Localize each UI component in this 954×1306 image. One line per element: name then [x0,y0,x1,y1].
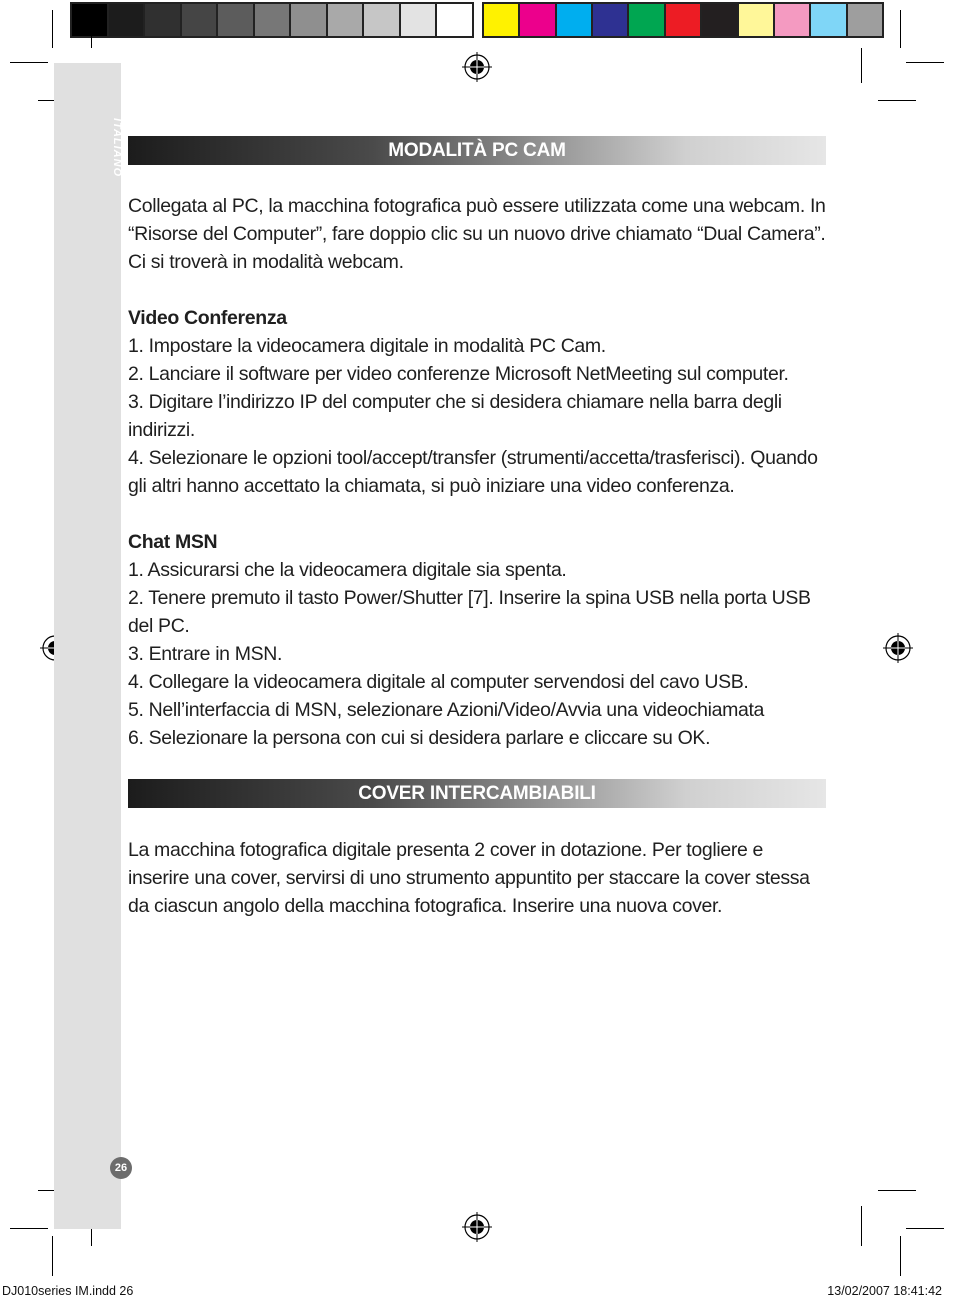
covers-content [128,836,828,920]
color-swatch [666,4,700,36]
color-calibration-bar [482,2,884,38]
pc-cam-content [128,192,828,752]
crop-mark [861,1206,862,1246]
list-item: 6. Selezionare la persona con cui si desidera parlare e cliccare su OK. [128,727,711,749]
crop-mark [52,10,53,48]
color-swatch [629,4,663,36]
list-item: 5. Nell’interfaccia di MSN, selezionare Azioni/Video/Avvia una videochiamata [128,699,765,721]
crop-mark [878,1190,916,1191]
msn-chat-heading: Chat MSN [128,531,218,553]
color-swatch [520,4,554,36]
list-item: 4. Collegare la videocamera digitale al computer servendosi del cavo USB. [128,671,749,693]
grayscale-calibration-bar [70,2,474,38]
color-swatch [557,4,591,36]
language-label: ITALIANO [111,118,123,178]
section-title: MODALITÀ PC CAM [388,139,566,161]
color-swatch [484,4,518,36]
list-item: 1. Impostare la videocamera digitale in modalità PC Cam. [128,335,606,357]
color-swatch [811,4,845,36]
color-swatch [401,4,436,36]
color-swatch [328,4,363,36]
color-swatch [848,4,882,36]
crop-mark [900,10,901,48]
crop-mark [878,100,916,101]
registration-mark-icon [462,1212,492,1242]
section-header-covers [128,779,826,808]
list-item: 4. Selezionare le opzioni tool/accept/transfer (strumenti/accetta/trasferisci). Quando gli altri hanno accettato la chiamata, si può iniziare una video conferenza. [128,447,818,497]
crop-mark [10,1228,48,1229]
list-item: 2. Tenere premuto il tasto Power/Shutter [7]. Inserire la spina USB nella porta USB del PC. [128,587,811,637]
crop-mark [906,62,944,63]
crop-mark [91,10,92,48]
covers-paragraph: La macchina fotografica digitale presenta 2 cover in dotazione. Per togliere e inserire una cover, servirsi di uno strumento appuntito per staccare la cover stessa da ciascun angolo della macchina fotografica. Inserire una nuova cover. [128,839,810,917]
color-swatch [364,4,399,36]
color-swatch [109,4,144,36]
color-swatch [182,4,217,36]
color-swatch [775,4,809,36]
color-swatch [72,4,107,36]
crop-mark [861,48,862,83]
color-swatch [255,4,290,36]
color-swatch [593,4,627,36]
crop-mark [52,1236,53,1276]
crop-mark [906,1228,944,1229]
footer-file-info: DJ010series IM.indd 26 [2,1284,134,1298]
language-side-strip [54,63,121,1229]
list-item: 3. Digitare l’indirizzo IP del computer che si desidera chiamare nella barra degli indirizzi. [128,391,782,441]
color-swatch [291,4,326,36]
page-number-badge: 26 [110,1157,132,1179]
color-swatch [702,4,736,36]
intro-paragraph: Collegata al PC, la macchina fotografica può essere utilizzata come una webcam. In “Risorse del Computer”, fare doppio clic su un nuovo drive chiamato “Dual Camera”. Ci si troverà in modalità webcam. [128,195,826,273]
video-conference-heading: Video Conferenza [128,307,287,329]
footer-timestamp: 13/02/2007 18:41:42 [827,1284,942,1298]
color-swatch [145,4,180,36]
list-item: 2. Lanciare il software per video conferenze Microsoft NetMeeting sul computer. [128,363,789,385]
registration-mark-icon [462,52,492,82]
list-item: 1. Assicurarsi che la videocamera digitale sia spenta. [128,559,567,581]
crop-mark [10,62,48,63]
color-swatch [218,4,253,36]
color-swatch [437,4,472,36]
list-item: 3. Entrare in MSN. [128,643,283,665]
section-header-pc-cam [128,136,826,165]
section-title: COVER INTERCAMBIABILI [358,782,596,804]
registration-mark-icon [883,633,913,663]
crop-mark [900,1236,901,1276]
color-swatch [739,4,773,36]
